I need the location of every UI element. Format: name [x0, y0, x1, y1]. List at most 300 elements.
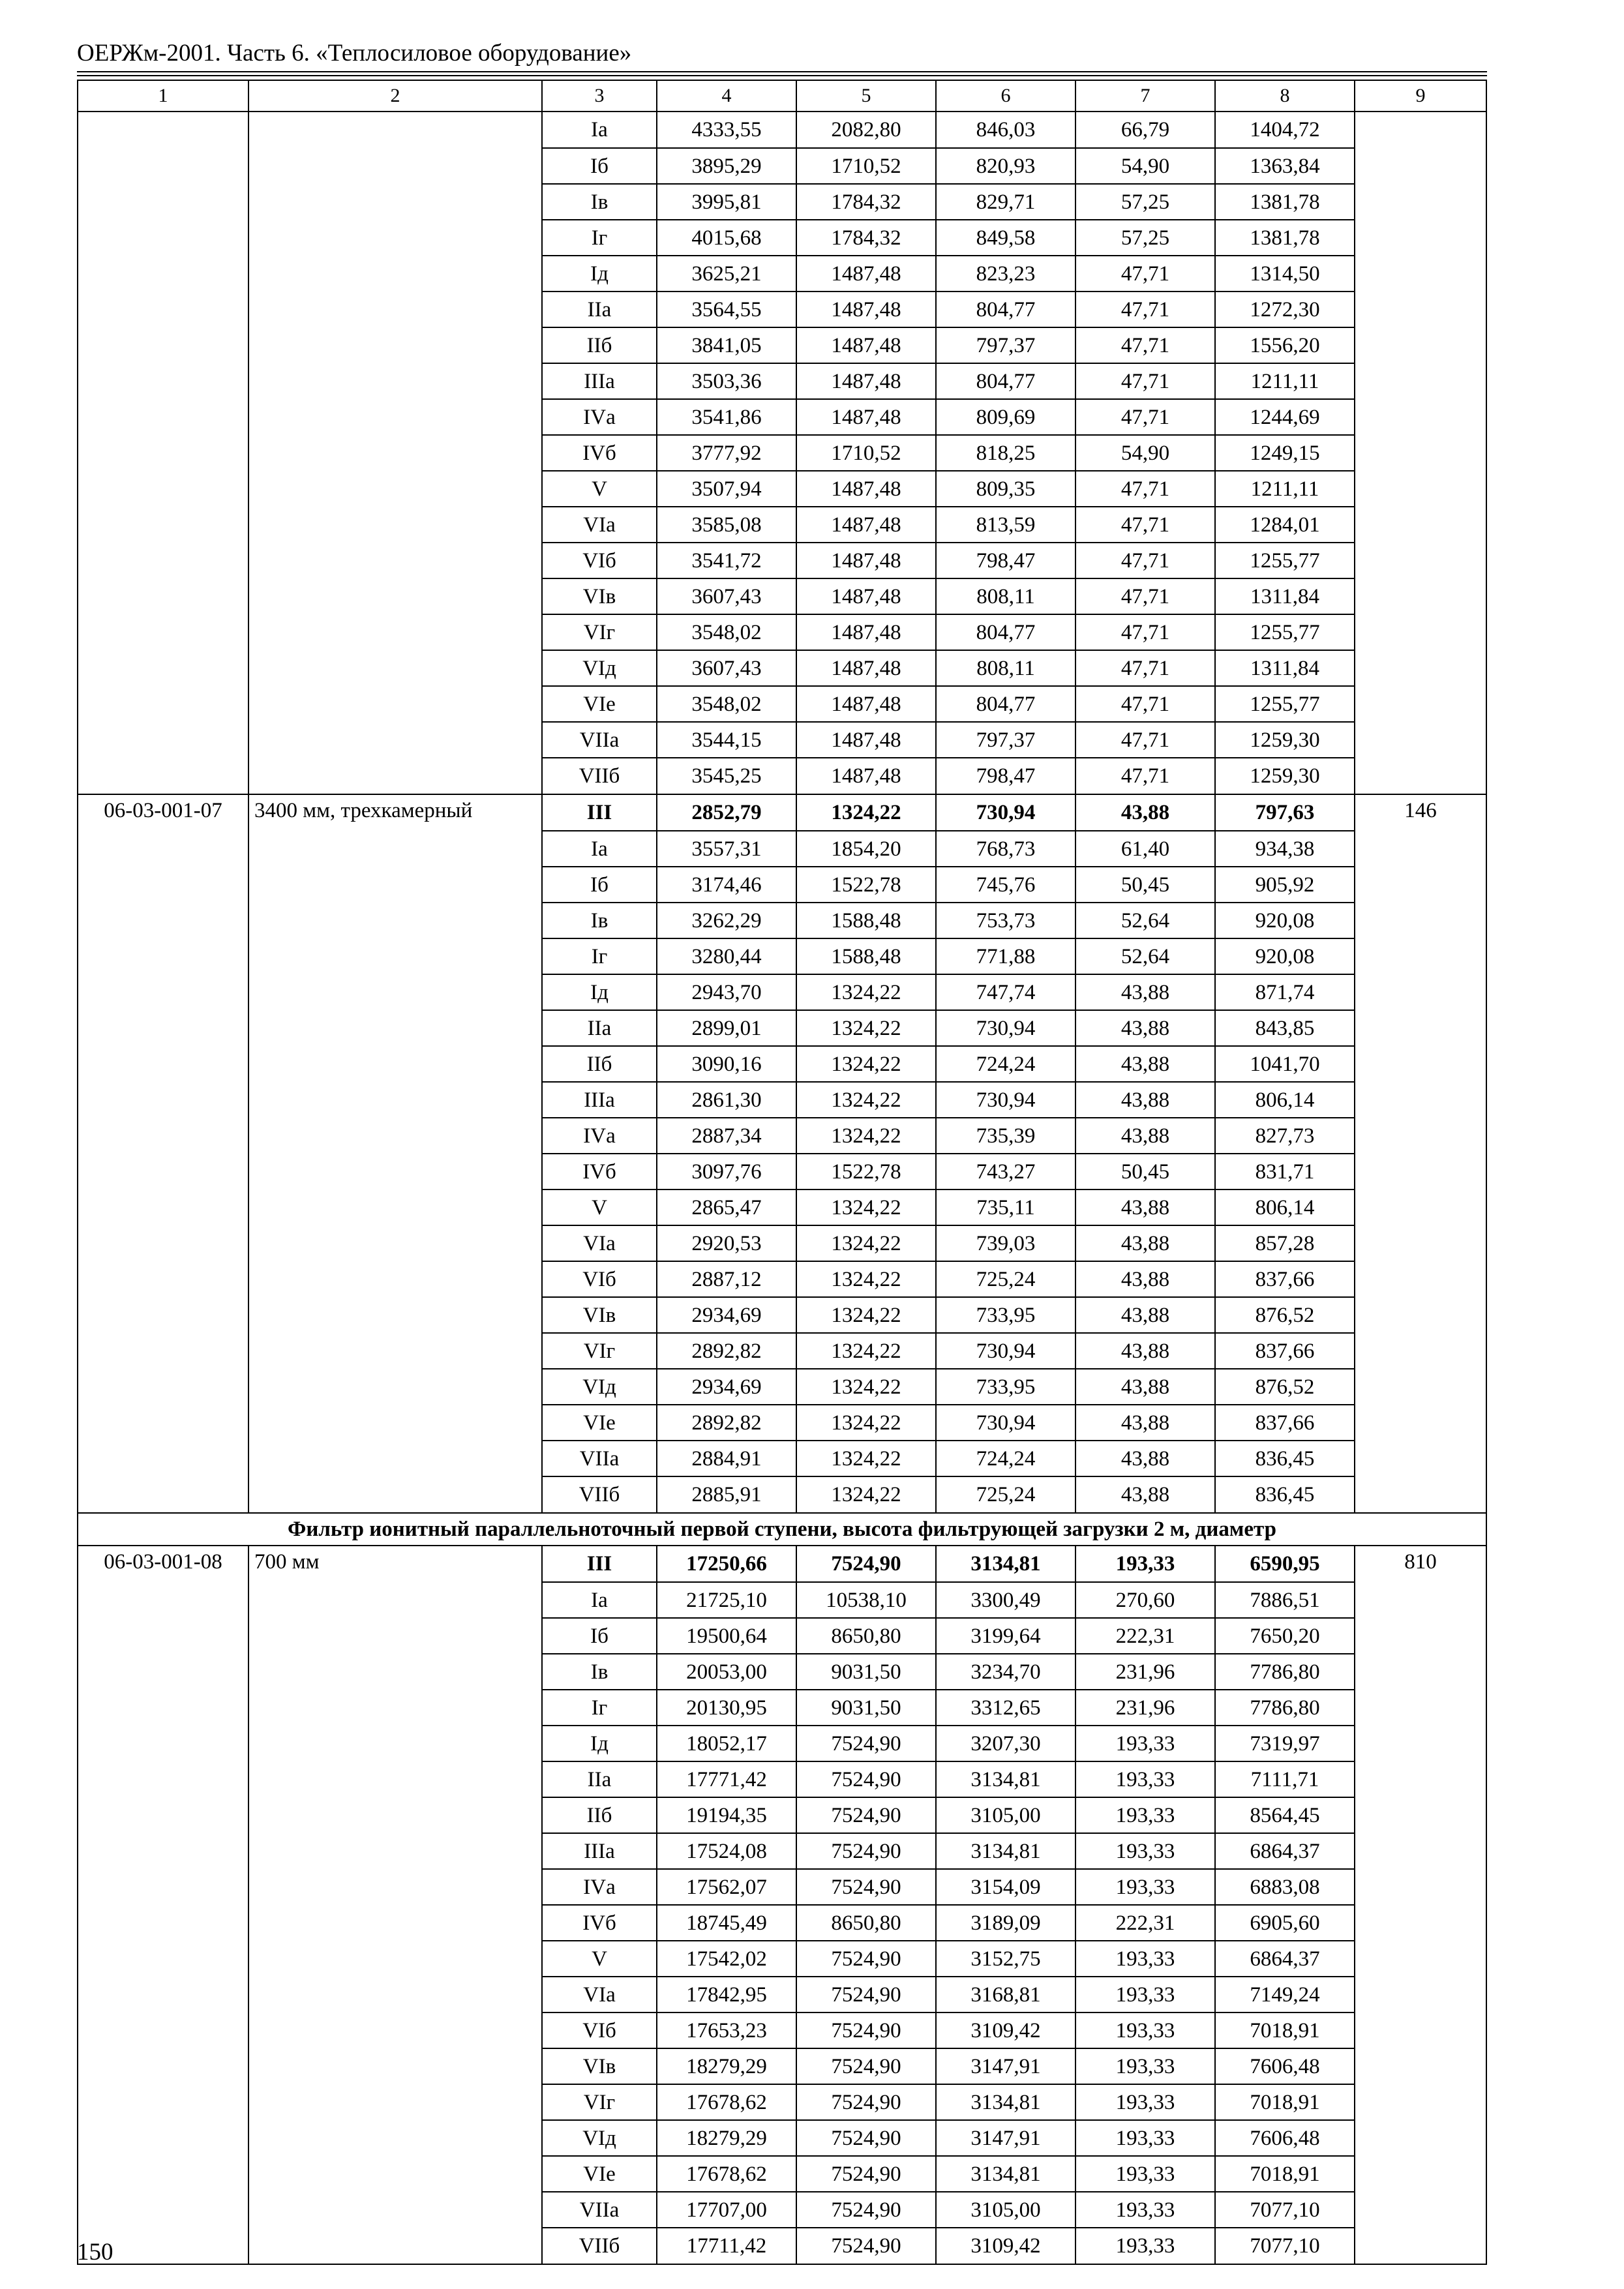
value-cell: 7524,90: [796, 2120, 936, 2156]
price-cell: [1355, 1010, 1486, 1046]
table-row: [78, 327, 1486, 363]
value-cell: 193,33: [1075, 2084, 1215, 2120]
zone-cell: IIб: [542, 327, 657, 363]
description-cell: [248, 327, 542, 363]
code-cell: [78, 292, 248, 327]
value-cell: 18745,49: [657, 1905, 796, 1941]
code-cell: [78, 507, 248, 543]
value-cell: 725,24: [936, 1261, 1075, 1297]
value-cell: 17562,07: [657, 1869, 796, 1905]
value-cell: 17711,42: [657, 2228, 796, 2264]
value-cell: 47,71: [1075, 758, 1215, 794]
zone-cell: Iд: [542, 974, 657, 1010]
value-cell: 920,08: [1215, 903, 1355, 938]
table-row: [78, 1118, 1486, 1154]
code-cell: [78, 1261, 248, 1297]
value-cell: 17707,00: [657, 2192, 796, 2228]
zone-cell: IVб: [542, 1905, 657, 1941]
value-cell: 2899,01: [657, 1010, 796, 1046]
description-cell: [248, 1261, 542, 1297]
value-cell: 1324,22: [796, 1297, 936, 1333]
value-cell: 43,88: [1075, 1441, 1215, 1476]
code-cell: [78, 2012, 248, 2048]
value-cell: 193,33: [1075, 2120, 1215, 2156]
value-cell: 7524,90: [796, 2012, 936, 2048]
column-header: 9: [1355, 80, 1486, 112]
description-cell: [248, 1833, 542, 1869]
description-cell: [248, 1405, 542, 1441]
value-cell: 1522,78: [796, 1154, 936, 1189]
zone-cell: VIг: [542, 614, 657, 650]
value-cell: 3168,81: [936, 1977, 1075, 2012]
description-cell: [248, 938, 542, 974]
value-cell: 1324,22: [796, 1369, 936, 1405]
value-cell: 1487,48: [796, 471, 936, 507]
value-cell: 1324,22: [796, 1405, 936, 1441]
code-cell: [78, 1869, 248, 1905]
price-cell: [1355, 1797, 1486, 1833]
price-cell: [1355, 2156, 1486, 2192]
price-cell: [1355, 1761, 1486, 1797]
value-cell: 47,71: [1075, 578, 1215, 614]
zone-cell: V: [542, 471, 657, 507]
table-row: [78, 831, 1486, 867]
zone-cell: VIв: [542, 2048, 657, 2084]
value-cell: 3109,42: [936, 2012, 1075, 2048]
table-row: [78, 2156, 1486, 2192]
value-cell: 3557,31: [657, 831, 796, 867]
value-cell: 836,45: [1215, 1441, 1355, 1476]
value-cell: 1487,48: [796, 327, 936, 363]
value-cell: 6883,08: [1215, 1869, 1355, 1905]
code-cell: [78, 1977, 248, 2012]
price-cell: [1355, 1726, 1486, 1761]
value-cell: 1324,22: [796, 1441, 936, 1476]
price-cell: 810: [1355, 1546, 1486, 1582]
price-cell: [1355, 1118, 1486, 1154]
value-cell: 743,27: [936, 1154, 1075, 1189]
code-cell: [78, 974, 248, 1010]
price-cell: [1355, 1977, 1486, 2012]
value-cell: 7524,90: [796, 1546, 936, 1582]
code-cell: [78, 256, 248, 292]
value-cell: 804,77: [936, 292, 1075, 327]
table-row: [78, 1189, 1486, 1225]
value-cell: 2885,91: [657, 1476, 796, 1513]
zone-cell: IIа: [542, 1010, 657, 1046]
value-cell: 19500,64: [657, 1618, 796, 1654]
code-cell: [78, 1333, 248, 1369]
description-cell: [248, 578, 542, 614]
code-cell: [78, 327, 248, 363]
page-header: [77, 38, 1487, 77]
value-cell: 797,37: [936, 722, 1075, 758]
section-title: Фильтр ионитный параллельноточный первой ступени, высота фильтрующей загрузки 2 м, диаметр: [78, 1513, 1486, 1546]
value-cell: 193,33: [1075, 1797, 1215, 1833]
description-cell: [248, 1189, 542, 1225]
table-row: [78, 938, 1486, 974]
table-row: [78, 1010, 1486, 1046]
table-row: [78, 1046, 1486, 1082]
table-row: [78, 903, 1486, 938]
value-cell: 7886,51: [1215, 1582, 1355, 1618]
description-cell: [248, 399, 542, 435]
zone-cell: VIв: [542, 1297, 657, 1333]
value-cell: 3625,21: [657, 256, 796, 292]
value-cell: 1487,48: [796, 292, 936, 327]
zone-cell: Iг: [542, 220, 657, 256]
value-cell: 846,03: [936, 112, 1075, 148]
description-cell: [248, 184, 542, 220]
description-cell: [248, 2228, 542, 2264]
value-cell: 1487,48: [796, 543, 936, 578]
zone-cell: IVб: [542, 1154, 657, 1189]
value-cell: 1324,22: [796, 1010, 936, 1046]
value-cell: 798,47: [936, 758, 1075, 794]
value-cell: 1710,52: [796, 148, 936, 184]
table-row: [78, 1297, 1486, 1333]
price-cell: [1355, 327, 1486, 363]
value-cell: 1363,84: [1215, 148, 1355, 184]
code-cell: [78, 1154, 248, 1189]
value-cell: 47,71: [1075, 327, 1215, 363]
value-cell: 54,90: [1075, 435, 1215, 471]
column-header: 8: [1215, 80, 1355, 112]
price-cell: [1355, 867, 1486, 903]
column-header: 4: [657, 80, 796, 112]
value-cell: 3097,76: [657, 1154, 796, 1189]
value-cell: 1324,22: [796, 794, 936, 831]
value-cell: 3585,08: [657, 507, 796, 543]
description-cell: [248, 831, 542, 867]
table-row: [78, 722, 1486, 758]
price-cell: [1355, 399, 1486, 435]
value-cell: 3503,36: [657, 363, 796, 399]
value-cell: 2865,47: [657, 1189, 796, 1225]
table-row: [78, 1582, 1486, 1618]
value-cell: 809,69: [936, 399, 1075, 435]
code-cell: [78, 650, 248, 686]
zone-cell: Iа: [542, 112, 657, 148]
table-row: [78, 794, 1486, 831]
value-cell: 1272,30: [1215, 292, 1355, 327]
value-cell: 4333,55: [657, 112, 796, 148]
code-cell: [78, 363, 248, 399]
price-cell: [1355, 1261, 1486, 1297]
description-cell: [248, 974, 542, 1010]
value-cell: 43,88: [1075, 1225, 1215, 1261]
value-cell: 831,71: [1215, 1154, 1355, 1189]
description-cell: [248, 1154, 542, 1189]
price-cell: [1355, 1869, 1486, 1905]
description-cell: [248, 1977, 542, 2012]
value-cell: 3777,92: [657, 435, 796, 471]
code-cell: [78, 722, 248, 758]
price-cell: [1355, 1189, 1486, 1225]
price-cell: [1355, 471, 1486, 507]
value-cell: 7524,90: [796, 1941, 936, 1977]
value-cell: 43,88: [1075, 1046, 1215, 1082]
table-row: [78, 686, 1486, 722]
value-cell: 1284,01: [1215, 507, 1355, 543]
value-cell: 1255,77: [1215, 686, 1355, 722]
value-cell: 1487,48: [796, 686, 936, 722]
value-cell: 20130,95: [657, 1690, 796, 1726]
value-cell: 1381,78: [1215, 220, 1355, 256]
price-cell: [1355, 2048, 1486, 2084]
price-cell: [1355, 650, 1486, 686]
value-cell: 806,14: [1215, 1082, 1355, 1118]
value-cell: 753,73: [936, 903, 1075, 938]
price-cell: [1355, 831, 1486, 867]
value-cell: 3548,02: [657, 614, 796, 650]
code-cell: [78, 1726, 248, 1761]
code-cell: [78, 1118, 248, 1154]
value-cell: 837,66: [1215, 1405, 1355, 1441]
value-cell: 771,88: [936, 938, 1075, 974]
code-cell: [78, 2120, 248, 2156]
price-cell: [1355, 1654, 1486, 1690]
price-cell: [1355, 112, 1486, 148]
code-cell: [78, 1476, 248, 1513]
value-cell: 739,03: [936, 1225, 1075, 1261]
zone-cell: Iг: [542, 1690, 657, 1726]
description-cell: [248, 1797, 542, 1833]
value-cell: 222,31: [1075, 1905, 1215, 1941]
value-cell: 7018,91: [1215, 2084, 1355, 2120]
zone-cell: VIа: [542, 1225, 657, 1261]
code-cell: [78, 1189, 248, 1225]
value-cell: 8650,80: [796, 1618, 936, 1654]
value-cell: 3147,91: [936, 2120, 1075, 2156]
value-cell: 7606,48: [1215, 2048, 1355, 2084]
table-row: [78, 2120, 1486, 2156]
zone-cell: VIIа: [542, 2192, 657, 2228]
column-header: 1: [78, 80, 248, 112]
description-cell: [248, 1726, 542, 1761]
value-cell: 1311,84: [1215, 650, 1355, 686]
code-cell: [78, 1405, 248, 1441]
value-cell: 1487,48: [796, 507, 936, 543]
value-cell: 1487,48: [796, 578, 936, 614]
description-cell: [248, 507, 542, 543]
value-cell: 222,31: [1075, 1618, 1215, 1654]
description-cell: [248, 220, 542, 256]
price-cell: [1355, 1618, 1486, 1654]
description-cell: [248, 2156, 542, 2192]
table-row: [78, 1690, 1486, 1726]
header-rule-bottom: [77, 75, 1487, 76]
value-cell: 43,88: [1075, 1369, 1215, 1405]
value-cell: 2884,91: [657, 1441, 796, 1476]
value-cell: 193,33: [1075, 1941, 1215, 1977]
value-cell: 730,94: [936, 1010, 1075, 1046]
price-cell: [1355, 2228, 1486, 2264]
value-cell: 193,33: [1075, 2156, 1215, 2192]
value-cell: 1255,77: [1215, 543, 1355, 578]
value-cell: 2082,80: [796, 112, 936, 148]
value-cell: 1487,48: [796, 399, 936, 435]
column-header: 5: [796, 80, 936, 112]
price-cell: [1355, 974, 1486, 1010]
value-cell: 804,77: [936, 363, 1075, 399]
value-cell: 9031,50: [796, 1690, 936, 1726]
value-cell: 849,58: [936, 220, 1075, 256]
description-cell: [248, 256, 542, 292]
value-cell: 3544,15: [657, 722, 796, 758]
value-cell: 3545,25: [657, 758, 796, 794]
table-row: [78, 1941, 1486, 1977]
zone-cell: VIе: [542, 686, 657, 722]
zone-cell: VIе: [542, 2156, 657, 2192]
zone-cell: VIIб: [542, 1476, 657, 1513]
code-cell: [78, 2192, 248, 2228]
value-cell: 837,66: [1215, 1261, 1355, 1297]
zone-cell: IIа: [542, 1761, 657, 1797]
table-row: [78, 435, 1486, 471]
value-cell: 735,39: [936, 1118, 1075, 1154]
value-cell: 730,94: [936, 1405, 1075, 1441]
description-cell: [248, 1690, 542, 1726]
value-cell: 61,40: [1075, 831, 1215, 867]
zone-cell: VIIб: [542, 758, 657, 794]
zone-cell: VIб: [542, 2012, 657, 2048]
price-cell: [1355, 2012, 1486, 2048]
value-cell: 193,33: [1075, 1833, 1215, 1869]
price-cell: [1355, 1154, 1486, 1189]
description-cell: [248, 758, 542, 794]
column-header: 2: [248, 80, 542, 112]
code-cell: [78, 1618, 248, 1654]
value-cell: 7524,90: [796, 2156, 936, 2192]
price-cell: [1355, 903, 1486, 938]
value-cell: 7111,71: [1215, 1761, 1355, 1797]
code-cell: [78, 399, 248, 435]
description-cell: [248, 1369, 542, 1405]
description-cell: [248, 363, 542, 399]
zone-cell: Iг: [542, 938, 657, 974]
code-cell: [78, 1082, 248, 1118]
value-cell: 730,94: [936, 794, 1075, 831]
zone-cell: VIв: [542, 578, 657, 614]
value-cell: 3541,86: [657, 399, 796, 435]
value-cell: 43,88: [1075, 1082, 1215, 1118]
value-cell: 3548,02: [657, 686, 796, 722]
price-cell: [1355, 1905, 1486, 1941]
value-cell: 193,33: [1075, 2012, 1215, 2048]
zone-cell: VIа: [542, 1977, 657, 2012]
description-cell: [248, 2120, 542, 2156]
value-cell: 17524,08: [657, 1833, 796, 1869]
value-cell: 1854,20: [796, 831, 936, 867]
value-cell: 7524,90: [796, 2192, 936, 2228]
code-cell: [78, 686, 248, 722]
zone-cell: VIг: [542, 1333, 657, 1369]
description-cell: 3400 мм, трехкамерный: [248, 794, 542, 831]
description-cell: [248, 1010, 542, 1046]
code-cell: [78, 543, 248, 578]
description-cell: [248, 903, 542, 938]
value-cell: 1381,78: [1215, 184, 1355, 220]
description-cell: [248, 148, 542, 184]
value-cell: 1324,22: [796, 1046, 936, 1082]
table-row: [78, 1441, 1486, 1476]
value-cell: 66,79: [1075, 112, 1215, 148]
value-cell: 1487,48: [796, 614, 936, 650]
value-cell: 7524,90: [796, 1726, 936, 1761]
table-row: [78, 1618, 1486, 1654]
table-row: [78, 1154, 1486, 1189]
price-cell: [1355, 1941, 1486, 1977]
value-cell: 806,14: [1215, 1189, 1355, 1225]
value-cell: 3262,29: [657, 903, 796, 938]
value-cell: 47,71: [1075, 614, 1215, 650]
table-row: [78, 1977, 1486, 2012]
price-cell: 146: [1355, 794, 1486, 831]
price-cell: [1355, 1082, 1486, 1118]
table-row: [78, 1761, 1486, 1797]
value-cell: 50,45: [1075, 867, 1215, 903]
value-cell: 3507,94: [657, 471, 796, 507]
header-rule-top: [77, 71, 1487, 72]
value-cell: 231,96: [1075, 1690, 1215, 1726]
table-row: [78, 112, 1486, 148]
value-cell: 1324,22: [796, 974, 936, 1010]
table-row: [78, 399, 1486, 435]
table-row: [78, 2012, 1486, 2048]
value-cell: 43,88: [1075, 1476, 1215, 1513]
value-cell: 17678,62: [657, 2156, 796, 2192]
value-cell: 934,38: [1215, 831, 1355, 867]
value-cell: 1041,70: [1215, 1046, 1355, 1082]
table-row: [78, 2084, 1486, 2120]
code-cell: [78, 1582, 248, 1618]
value-cell: 843,85: [1215, 1010, 1355, 1046]
value-cell: 1314,50: [1215, 256, 1355, 292]
value-cell: 3207,30: [936, 1726, 1075, 1761]
value-cell: 1259,30: [1215, 722, 1355, 758]
value-cell: 2892,82: [657, 1405, 796, 1441]
zone-cell: VIд: [542, 2120, 657, 2156]
zone-cell: VIб: [542, 1261, 657, 1297]
value-cell: 3109,42: [936, 2228, 1075, 2264]
value-cell: 18279,29: [657, 2120, 796, 2156]
value-cell: 3134,81: [936, 1546, 1075, 1582]
value-cell: 47,71: [1075, 292, 1215, 327]
price-cell: [1355, 686, 1486, 722]
code-cell: [78, 112, 248, 148]
value-cell: 270,60: [1075, 1582, 1215, 1618]
zone-cell: Iд: [542, 256, 657, 292]
zone-cell: Iв: [542, 184, 657, 220]
table-row: [78, 1261, 1486, 1297]
value-cell: 1255,77: [1215, 614, 1355, 650]
value-cell: 18279,29: [657, 2048, 796, 2084]
value-cell: 7524,90: [796, 1977, 936, 2012]
value-cell: 1784,32: [796, 184, 936, 220]
value-cell: 3134,81: [936, 1761, 1075, 1797]
value-cell: 3134,81: [936, 1833, 1075, 1869]
value-cell: 3564,55: [657, 292, 796, 327]
value-cell: 18052,17: [657, 1726, 796, 1761]
code-cell: 06-03-001-08: [78, 1546, 248, 1582]
description-cell: [248, 1441, 542, 1476]
table-row: [78, 1333, 1486, 1369]
price-cell: [1355, 363, 1486, 399]
zone-cell: VIб: [542, 543, 657, 578]
code-cell: [78, 1369, 248, 1405]
value-cell: 876,52: [1215, 1369, 1355, 1405]
